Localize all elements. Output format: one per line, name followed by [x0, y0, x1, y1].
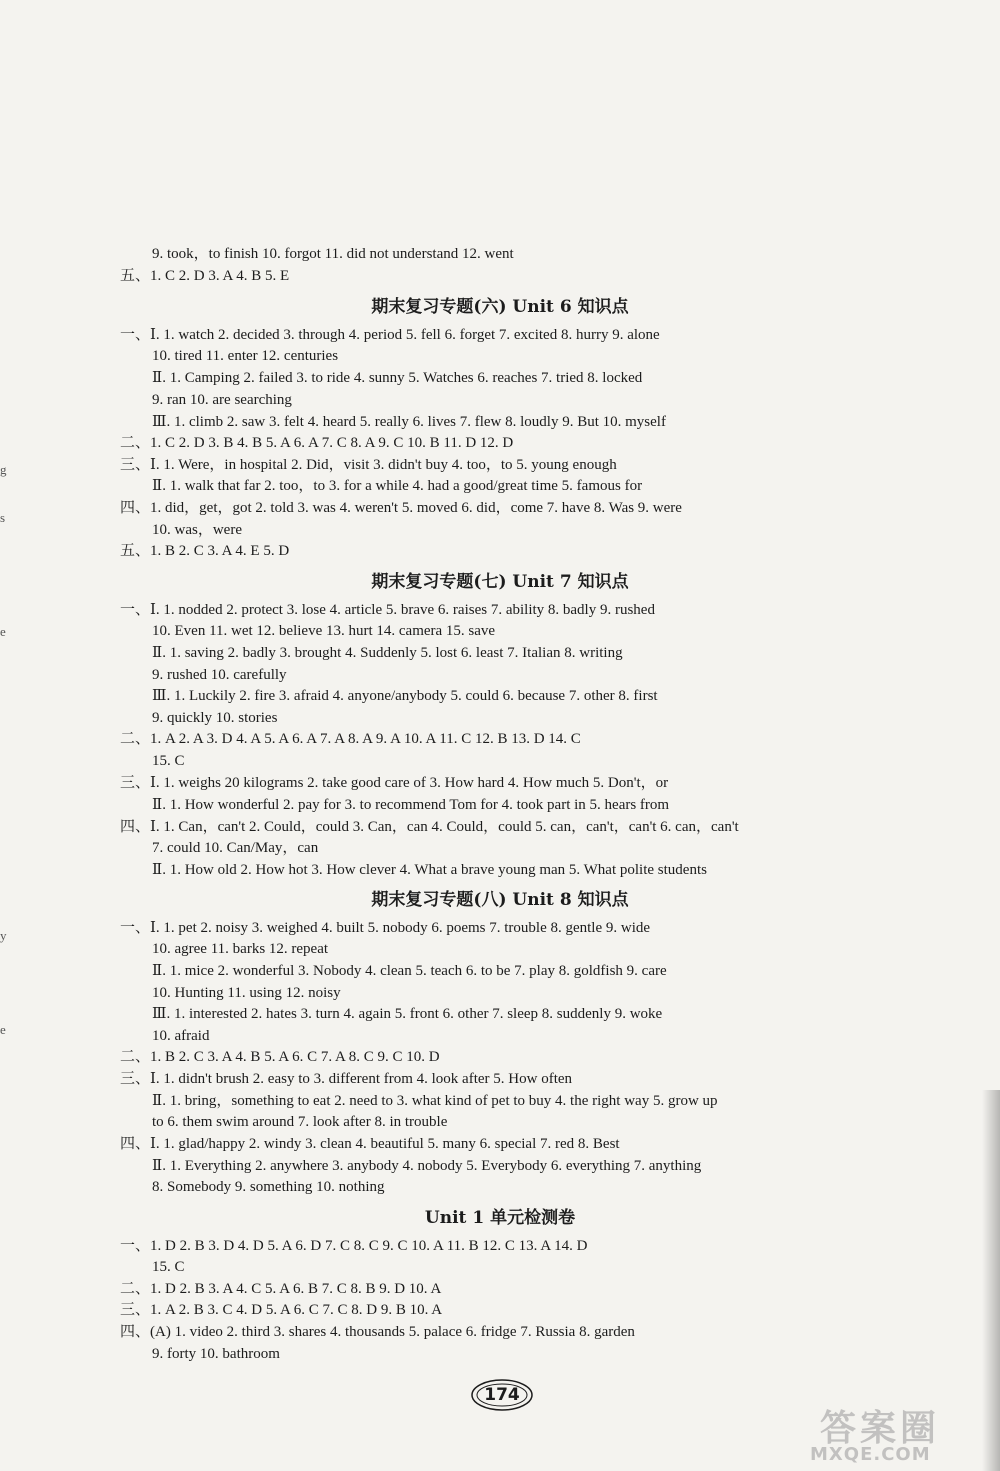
- answer-line: 10. was，were: [152, 522, 242, 538]
- answer-line: Ⅱ. 1. Camping 2. failed 3. to ride 4. sunny 5. Watches 6. reaches 7. tried 8. locked: [152, 370, 643, 386]
- answer-line: 三、Ⅰ. 1. weighs 20 kilograms 2. take good care of 3. How hard 4. How much 5. Don't，or: [120, 775, 669, 791]
- answer-line: Ⅱ. 1. How old 2. How hot 3. How clever 4. What a brave young man 5. What polite students: [152, 862, 707, 878]
- margin-letter: g: [0, 462, 7, 477]
- answer-line: 四、(A) 1. video 2. third 3. shares 4. thousands 5. palace 6. fridge 7. Russia 8. garden: [120, 1324, 635, 1340]
- answer-line: Ⅲ. 1. climb 2. saw 3. felt 4. heard 5. really 6. lives 7. flew 8. loudly 9. But 10. myself: [152, 414, 666, 430]
- answer-line: 9. forty 10. bathroom: [152, 1346, 280, 1362]
- answer-line: 8. Somebody 9. something 10. nothing: [152, 1179, 385, 1195]
- watermark-text: 答案圈: [820, 1408, 941, 1449]
- answer-line: to 6. them swim around 7. look after 8. in trouble: [152, 1114, 448, 1130]
- section-heading: 期末复习专题(六) Unit 6 知识点: [371, 297, 629, 317]
- answer-line: 10. tired 11. enter 12. centuries: [152, 348, 339, 364]
- answer-line: 15. C: [152, 1259, 185, 1275]
- margin-letter: s: [0, 510, 6, 525]
- answer-line: 一、Ⅰ. 1. nodded 2. protect 3. lose 4. article 5. brave 6. raises 7. ability 8. badly 9. rushed: [120, 602, 655, 618]
- answer-line: 二、1. C 2. D 3. B 4. B 5. A 6. A 7. C 8. A 9. C 10. B 11. D 12. D: [120, 435, 514, 451]
- answer-line: 三、1. A 2. B 3. C 4. D 5. A 6. C 7. C 8. D 9. B 10. A: [120, 1302, 443, 1318]
- answer-line: Ⅱ. 1. saving 2. badly 3. brought 4. Suddenly 5. lost 6. least 7. Italian 8. writing: [152, 645, 623, 661]
- answer-line: 五、1. C 2. D 3. A 4. B 5. E: [120, 268, 290, 284]
- answer-line: 二、1. B 2. C 3. A 4. B 5. A 6. C 7. A 8. C 9. C 10. D: [120, 1049, 440, 1065]
- page-edge-shadow: [982, 1090, 1000, 1471]
- page-number-text: 174: [484, 1385, 520, 1405]
- section-heading: Unit 1 单元检测卷: [424, 1208, 576, 1228]
- answer-line: Ⅱ. 1. mice 2. wonderful 3. Nobody 4. clean 5. teach 6. to be 7. play 8. goldfish 9. care: [152, 963, 667, 979]
- answer-line: 二、1. A 2. A 3. D 4. A 5. A 6. A 7. A 8. A 9. A 10. A 11. C 12. B 13. D 14. C: [120, 731, 581, 747]
- margin-letter: e: [0, 1022, 6, 1037]
- section-heading: 期末复习专题(七) Unit 7 知识点: [371, 572, 629, 592]
- answer-line: 四、Ⅰ. 1. Can，can't 2. Could，could 3. Can，can 4. Could，could 5. can，can't，can't 6. can，can't: [120, 819, 739, 835]
- answer-line: Ⅲ. 1. Luckily 2. fire 3. afraid 4. anyone/anybody 5. could 6. because 7. other 8. first: [152, 688, 658, 704]
- answer-line: Ⅱ. 1. How wonderful 2. pay for 3. to recommend Tom for 4. took part in 5. hears from: [152, 797, 670, 813]
- answer-line: 7. could 10. Can/May，can: [152, 840, 319, 856]
- answer-line: 15. C: [152, 753, 185, 769]
- answer-line: Ⅲ. 1. interested 2. hates 3. turn 4. again 5. front 6. other 7. sleep 8. suddenly 9. woke: [152, 1006, 663, 1022]
- answer-line: 一、Ⅰ. 1. watch 2. decided 3. through 4. period 5. fell 6. forget 7. excited 8. hurry 9. alone: [120, 327, 660, 343]
- answer-line: 三、Ⅰ. 1. didn't brush 2. easy to 3. different from 4. look after 5. How often: [120, 1071, 573, 1087]
- answer-line: 10. agree 11. barks 12. repeat: [152, 941, 329, 957]
- answer-line: 四、1. did，get，got 2. told 3. was 4. weren't 5. moved 6. did，come 7. have 8. Was 9. were: [120, 500, 682, 516]
- margin-letter: y: [0, 928, 7, 943]
- answer-line: 一、1. D 2. B 3. D 4. D 5. A 6. D 7. C 8. C 9. C 10. A 11. B 12. C 13. A 14. D: [120, 1238, 588, 1254]
- answer-line: 三、Ⅰ. 1. Were，in hospital 2. Did，visit 3. didn't buy 4. too，to 5. young enough: [120, 457, 617, 473]
- answer-line: 四、Ⅰ. 1. glad/happy 2. windy 3. clean 4. beautiful 5. many 6. special 7. red 8. Best: [120, 1136, 620, 1152]
- watermark-url: MXQE.COM: [810, 1444, 931, 1465]
- answer-line: 9. rushed 10. carefully: [152, 667, 287, 683]
- watermark-logo: [790, 1400, 990, 1470]
- answer-line: 五、1. B 2. C 3. A 4. E 5. D: [120, 543, 290, 559]
- answer-line: Ⅱ. 1. Everything 2. anywhere 3. anybody 4. nobody 5. Everybody 6. everything 7. anything: [152, 1158, 702, 1174]
- answer-line: Ⅱ. 1. bring，something to eat 2. need to 3. what kind of pet to buy 4. the right way 5. grow up: [152, 1093, 718, 1109]
- margin-letter: e: [0, 624, 6, 639]
- answer-line: 9. took，to finish 10. forgot 11. did not understand 12. went: [152, 246, 514, 262]
- answer-line: 10. Even 11. wet 12. believe 13. hurt 14. camera 15. save: [152, 623, 496, 639]
- page-number: [470, 1378, 534, 1412]
- answer-line: 一、Ⅰ. 1. pet 2. noisy 3. weighed 4. built 5. nobody 6. poems 7. trouble 8. gentle 9. wide: [120, 920, 651, 936]
- answer-line: 9. ran 10. are searching: [152, 392, 292, 408]
- answer-line: Ⅱ. 1. walk that far 2. too，to 3. for a while 4. had a good/great time 5. famous for: [152, 478, 643, 494]
- answer-line: 二、1. D 2. B 3. A 4. C 5. A 6. B 7. C 8. B 9. D 10. A: [120, 1281, 442, 1297]
- answer-line: 10. afraid: [152, 1028, 210, 1044]
- answer-line: 10. Hunting 11. using 12. noisy: [152, 985, 341, 1001]
- answer-line: 9. quickly 10. stories: [152, 710, 278, 726]
- section-heading: 期末复习专题(八) Unit 8 知识点: [371, 890, 629, 910]
